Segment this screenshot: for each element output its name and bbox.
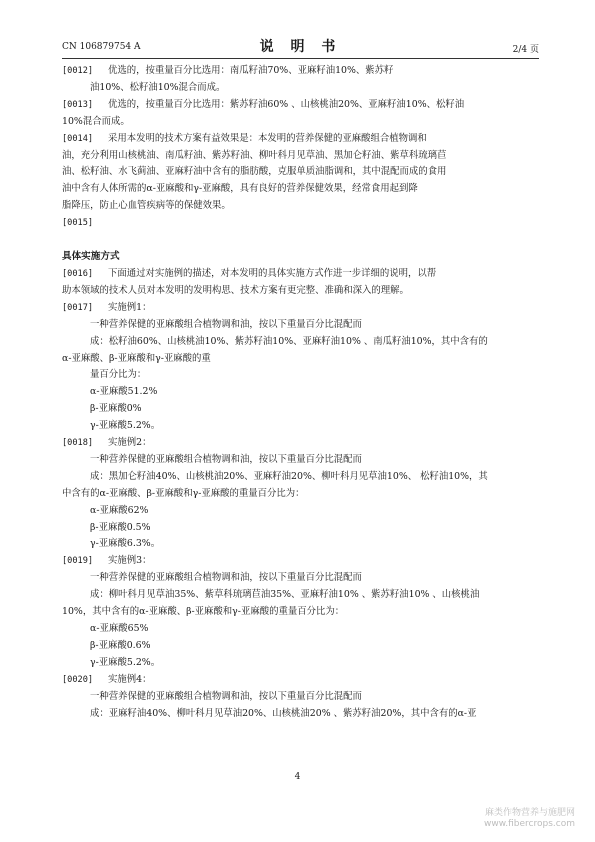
paragraph-number: [0013] — [62, 99, 94, 110]
composition-value: γ-亚麻酸5.2%。 — [90, 420, 161, 432]
paragraph-0016 — [62, 266, 543, 300]
example-heading: 实施例3： — [108, 555, 152, 567]
paragraph-0015 — [62, 215, 543, 232]
paragraph-number: [0012] — [62, 66, 94, 76]
paragraph-text: 油、松籽油、水飞蓟油、亚麻籽油中含有的脂肪酸，克服单质油脂调和，其中混配而成的食用 — [62, 166, 447, 178]
composition-value: α-亚麻酸62% — [90, 504, 149, 516]
paragraph-number: [0019] — [62, 556, 94, 567]
paragraph-text: 优选的，按重量百分比选用：紫苏籽油60% 、山核桃油20%、亚麻籽油10%、松籽油 — [108, 98, 465, 110]
paragraph-text: 油10%、松籽油10%混合而成。 — [90, 81, 226, 93]
paragraph-number: [0018] — [62, 438, 94, 449]
paragraph-0017 — [62, 300, 543, 435]
watermark-title: 麻类作物营养与施肥网 — [484, 808, 575, 818]
paragraph-text: 油中含有人体所需的α-亚麻酸和γ-亚麻酸，具有良好的营养保健效果，经常食用起到降 — [62, 183, 418, 195]
paragraph-text: 脂降压，防止心血管疾病等的保健效果。 — [62, 200, 231, 212]
paragraph-text: 量百分比为： — [90, 369, 147, 381]
composition-value: β-亚麻酸0.6% — [90, 639, 151, 651]
watermark-url: www.fibercrops.com — [484, 819, 575, 829]
example-heading: 实施例2： — [108, 437, 152, 449]
header-rule — [62, 58, 539, 59]
page-indicator: 2/4 页 — [512, 45, 539, 55]
paragraph-0018 — [62, 435, 543, 553]
paragraph-number: [0020] — [62, 674, 94, 685]
paragraph-number: [0016] — [62, 268, 94, 279]
patent-number: CN 106879754 A — [62, 42, 141, 52]
paragraph-text: 成：亚麻籽油40%、柳叶科月见草油20%、山核桃油20% 、紫苏籽油20%，其中含有的α-亚 — [90, 707, 477, 719]
paragraph-0013 — [62, 97, 543, 131]
paragraph-0014 — [62, 131, 543, 216]
watermark — [484, 808, 575, 830]
paragraph-text: 一种营养保健的亚麻酸组合植物调和油，按以下重量百分比混配而 — [90, 690, 362, 702]
composition-value: α-亚麻酸51.2% — [90, 386, 158, 398]
paragraph-0020 — [62, 672, 543, 723]
composition-value: β-亚麻酸0.5% — [90, 521, 151, 533]
paragraph-0019 — [62, 553, 543, 671]
example-heading: 实施例1： — [108, 301, 152, 313]
paragraph-text: 油，充分利用山核桃油、南瓜籽油、紫苏籽油、柳叶科月见草油、黑加仑籽油、紫草科琉璃苣 — [62, 149, 447, 161]
composition-value: γ-亚麻酸6.3%。 — [90, 538, 161, 550]
paragraph-text: 成：柳叶科月见草油35%、紫草科琉璃苣油35%、亚麻籽油10% 、紫苏籽油10% 、山核桃油 — [90, 589, 480, 601]
paragraph-text: 助本领域的技术人员对本发明的发明构思、技术方案有更完整、准确和深入的理解。 — [62, 284, 409, 296]
paragraph-text: α-亚麻酸、β-亚麻酸和γ-亚麻酸的重 — [62, 352, 211, 364]
paragraph-text: 成：松籽油60%、山核桃油10%、紫苏籽油10%、亚麻籽油10% 、南瓜籽油10%，其中含有的 — [90, 335, 488, 347]
page-header — [62, 36, 539, 58]
paragraph-text: 成：黑加仑籽油40%、山核桃油20%、亚麻籽油20%、柳叶科月见草油10%、 松籽油10%，其 — [90, 470, 488, 482]
paragraph-text: 10%，其中含有的α-亚麻酸、β-亚麻酸和γ-亚麻酸的重量百分比为： — [62, 606, 345, 618]
paragraph-text: 下面通过对实施例的描述，对本发明的具体实施方式作进一步详细的说明，以帮 — [108, 267, 437, 279]
paragraph-number: [0014] — [62, 133, 94, 144]
paragraph-number: [0015] — [62, 218, 94, 229]
composition-value: α-亚麻酸65% — [90, 623, 149, 634]
page-number: 4 — [294, 772, 301, 782]
example-heading: 实施例4： — [108, 673, 152, 685]
paragraph-text: 采用本发明的技术方案有益效果是：本发明的营养保健的亚麻酸组合植物调和 — [108, 132, 427, 144]
document-title: 说 明 书 — [259, 39, 342, 55]
paragraph-text: 一种营养保健的亚麻酸组合植物调和油，按以下重量百分比混配而 — [90, 318, 362, 330]
paragraph-text: 一种营养保健的亚麻酸组合植物调和油，按以下重量百分比混配而 — [90, 453, 362, 465]
paragraph-text: 一种营养保健的亚麻酸组合植物调和油，按以下重量百分比混配而 — [90, 572, 362, 584]
paragraph-text: 中含有的α-亚麻酸、β-亚麻酸和γ-亚麻酸的重量百分比为： — [62, 487, 305, 499]
section-heading: 具体实施方式 — [62, 251, 120, 263]
composition-value: γ-亚麻酸5.2%。 — [90, 656, 161, 668]
paragraph-number: [0017] — [62, 302, 94, 313]
paragraph-text: 10%混合而成。 — [62, 115, 130, 127]
paragraph-0012 — [62, 63, 543, 97]
document-body — [62, 63, 543, 722]
paragraph-text: 优选的，按重量百分比选用：南瓜籽油70%、亚麻籽油10%、紫苏籽 — [108, 65, 394, 76]
composition-value: β-亚麻酸0% — [90, 403, 142, 415]
